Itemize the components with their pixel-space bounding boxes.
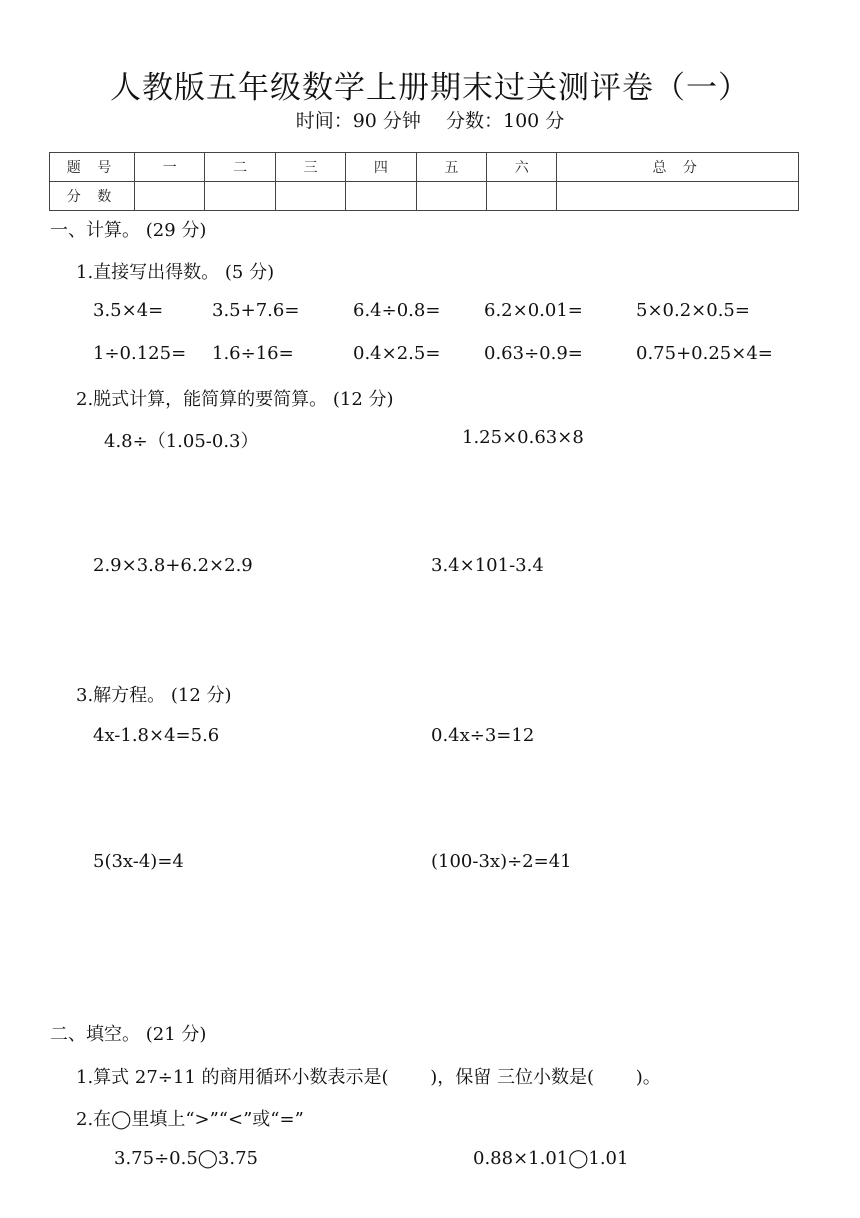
question-label: 3.解方程。 (12 分) — [76, 685, 232, 706]
fill-blank-question: 1.算式 27÷11 的商用循环小数表示是( )，保留 三位小数是( )。 — [76, 1067, 661, 1088]
equation-item: 4x-1.8×4=5.6 — [93, 725, 220, 746]
calc-item: 4.8÷（1.05-0.3） — [104, 431, 259, 452]
table-row — [50, 153, 799, 182]
page-title: 人教版五年级数学上册期末过关测评卷（一） — [110, 70, 750, 106]
calc-item: 6.4÷0.8= — [353, 300, 441, 321]
calc-item: 0.63÷0.9= — [484, 343, 583, 364]
section-heading: 二、填空。 (21 分) — [50, 1024, 207, 1045]
table-cell: 六 — [487, 153, 557, 182]
calc-item: 6.2×0.01= — [484, 300, 583, 321]
table-cell: 题 号 — [50, 153, 135, 182]
calc-item: 0.4×2.5= — [353, 343, 441, 364]
table-cell: 五 — [416, 153, 486, 182]
calc-item: 3.4×101-3.4 — [431, 555, 544, 576]
score-table — [49, 152, 799, 211]
score-input-cell[interactable] — [416, 182, 486, 211]
calc-item: 2.9×3.8+6.2×2.9 — [93, 555, 253, 576]
equation-item: 5(3x-4)=4 — [93, 851, 184, 872]
calc-item: 1.25×0.63×8 — [462, 427, 584, 448]
table-cell: 分 数 — [50, 182, 135, 211]
score-input-cell[interactable] — [557, 182, 799, 211]
question-label: 2.在◯里填上“>”“<”或“=” — [76, 1109, 304, 1130]
calc-item: 1÷0.125= — [93, 343, 187, 364]
score-input-cell[interactable] — [135, 182, 205, 211]
table-cell: 四 — [346, 153, 416, 182]
score-input-cell[interactable] — [346, 182, 416, 211]
table-cell: 三 — [275, 153, 345, 182]
calc-item: 3.5×4= — [93, 300, 164, 321]
calc-item: 3.5+7.6= — [212, 300, 300, 321]
calc-item: 1.6÷16= — [212, 343, 294, 364]
exam-info: 时间：90 分钟 分数：100 分 — [295, 110, 565, 132]
section-heading: 一、计算。 (29 分) — [50, 220, 207, 241]
score-input-cell[interactable] — [205, 182, 275, 211]
question-label: 1.直接写出得数。 (5 分) — [76, 262, 275, 283]
equation-item: (100-3x)÷2=41 — [431, 851, 572, 872]
question-label: 2.脱式计算，能简算的要简算。 (12 分) — [76, 389, 394, 410]
equation-item: 0.4x÷3=12 — [431, 725, 535, 746]
score-input-cell[interactable] — [275, 182, 345, 211]
calc-item: 5×0.2×0.5= — [636, 300, 750, 321]
table-cell: 总 分 — [557, 153, 799, 182]
table-row — [50, 182, 799, 211]
calc-item: 0.75+0.25×4= — [636, 343, 773, 364]
score-input-cell[interactable] — [487, 182, 557, 211]
table-cell: 一 — [135, 153, 205, 182]
compare-item: 0.88×1.01◯1.01 — [473, 1148, 629, 1169]
table-cell: 二 — [205, 153, 275, 182]
compare-item: 3.75÷0.5◯3.75 — [114, 1148, 259, 1169]
